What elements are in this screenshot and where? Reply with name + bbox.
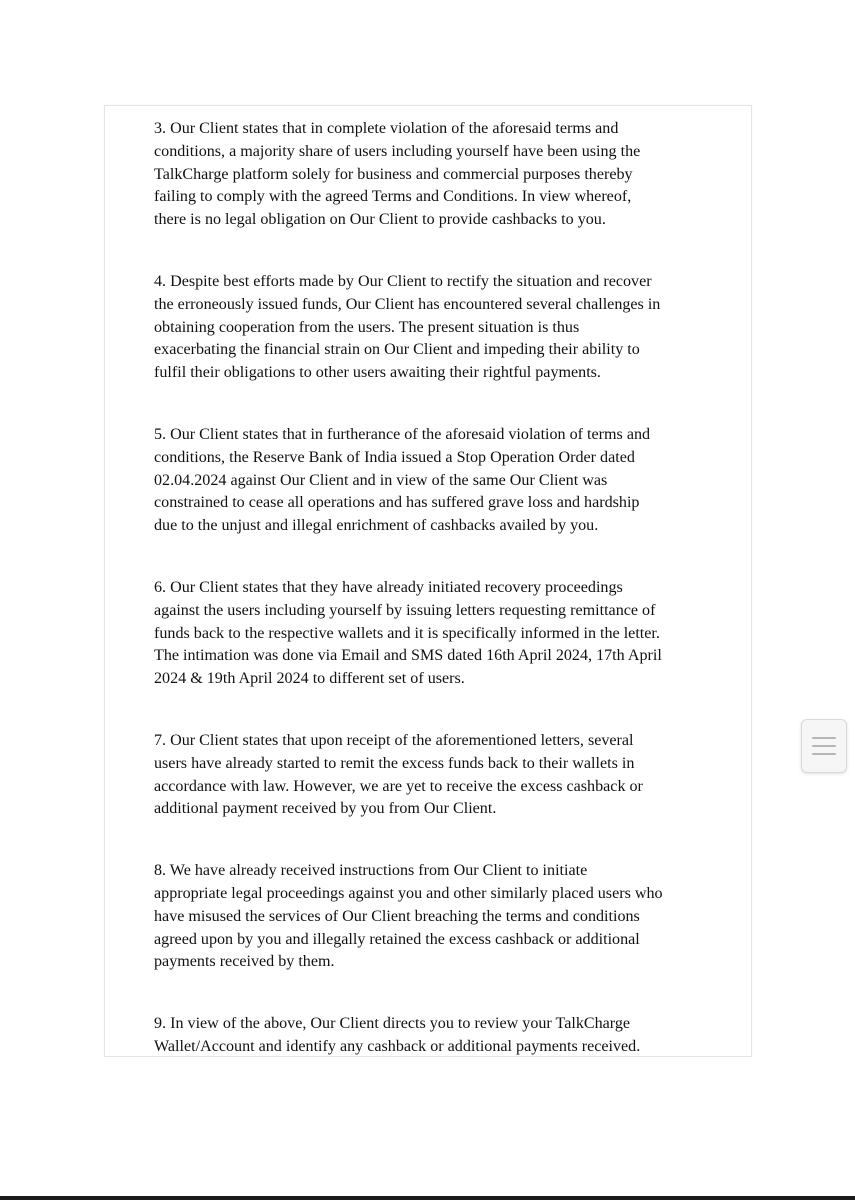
text-line: additional payment received by you from Our Client. — [154, 800, 497, 818]
hamburger-menu-icon — [812, 745, 836, 747]
text-line: fulfil their obligations to other users awaiting their rightful payments. — [154, 364, 601, 382]
text-line: 7. Our Client states that upon receipt of the aforementioned letters, several — [154, 731, 634, 749]
text-line: Wallet/Account and identify any cashback or additional payments received. — [154, 1037, 641, 1055]
text-line: agreed upon by you and illegally retained the excess cashback or additional — [154, 930, 640, 948]
page-content — [154, 118, 714, 1057]
text-line: have misused the services of Our Client breaching the terms and conditions — [154, 907, 640, 925]
text-line: payments received by them. — [154, 953, 335, 971]
paragraph-9 — [154, 1013, 714, 1057]
scroll-handle-button[interactable] — [801, 719, 847, 773]
paragraph-5 — [154, 424, 714, 538]
text-line: 6. Our Client states that they have already initiated recovery proceedings — [154, 578, 623, 596]
text-line: 3. Our Client states that in complete violation of the aforesaid terms and — [154, 120, 619, 137]
bottom-edge-divider — [0, 1196, 855, 1200]
text-line: the erroneously issued funds, Our Client has encountered several challenges in — [154, 295, 661, 313]
text-line: The intimation was done via Email and SMS dated 16th April 2024, 17th April — [154, 647, 662, 665]
paragraph-8 — [154, 860, 714, 974]
text-line: 4. Despite best efforts made by Our Client to rectify the situation and recover — [154, 272, 652, 290]
paragraph-3 — [154, 118, 714, 232]
hamburger-menu-icon — [812, 753, 836, 755]
document-page — [104, 105, 752, 1057]
text-line: failing to comply with the agreed Terms and Conditions. In view whereof, — [154, 188, 632, 206]
text-line: 8. We have already received instructions from Our Client to initiate — [154, 862, 588, 880]
text-line: TalkCharge platform solely for business and commercial purposes thereby — [154, 165, 633, 183]
text-line: 9. In view of the above, Our Client directs you to review your TalkCharge — [154, 1015, 631, 1033]
text-line: 02.04.2024 against Our Client and in view of the same Our Client was — [154, 471, 608, 489]
text-line: conditions, a majority share of users including yourself have been using the — [154, 142, 641, 160]
text-line: there is no legal obligation on Our Client to provide cashbacks to you. — [154, 211, 606, 229]
text-line: users have already started to remit the excess funds back to their wallets in — [154, 754, 635, 772]
text-line: accordance with law. However, we are yet to receive the excess cashback or — [154, 777, 643, 795]
text-line: conditions, the Reserve Bank of India issued a Stop Operation Order dated — [154, 448, 635, 466]
text-line: against the users including yourself by issuing letters requesting remittance of — [154, 601, 656, 619]
text-line: 5. Our Client states that in furtherance of the aforesaid violation of terms and — [154, 425, 651, 443]
text-line: appropriate legal proceedings against you and other similarly placed users who — [154, 884, 663, 902]
hamburger-menu-icon — [812, 737, 836, 739]
text-line: exacerbating the financial strain on Our Client and impeding their ability to — [154, 341, 640, 359]
text-line: obtaining cooperation from the users. The present situation is thus — [154, 318, 580, 336]
text-line: constrained to cease all operations and has suffered grave loss and hardship — [154, 494, 640, 512]
text-line: 2024 & 19th April 2024 to different set of users. — [154, 670, 465, 688]
paragraph-7 — [154, 730, 714, 821]
text-line: due to the unjust and illegal enrichment of cashbacks availed by you. — [154, 517, 599, 535]
paragraph-6 — [154, 577, 714, 691]
text-line: funds back to the respective wallets and it is specifically informed in the letter. — [154, 624, 660, 642]
paragraph-4 — [154, 271, 714, 385]
